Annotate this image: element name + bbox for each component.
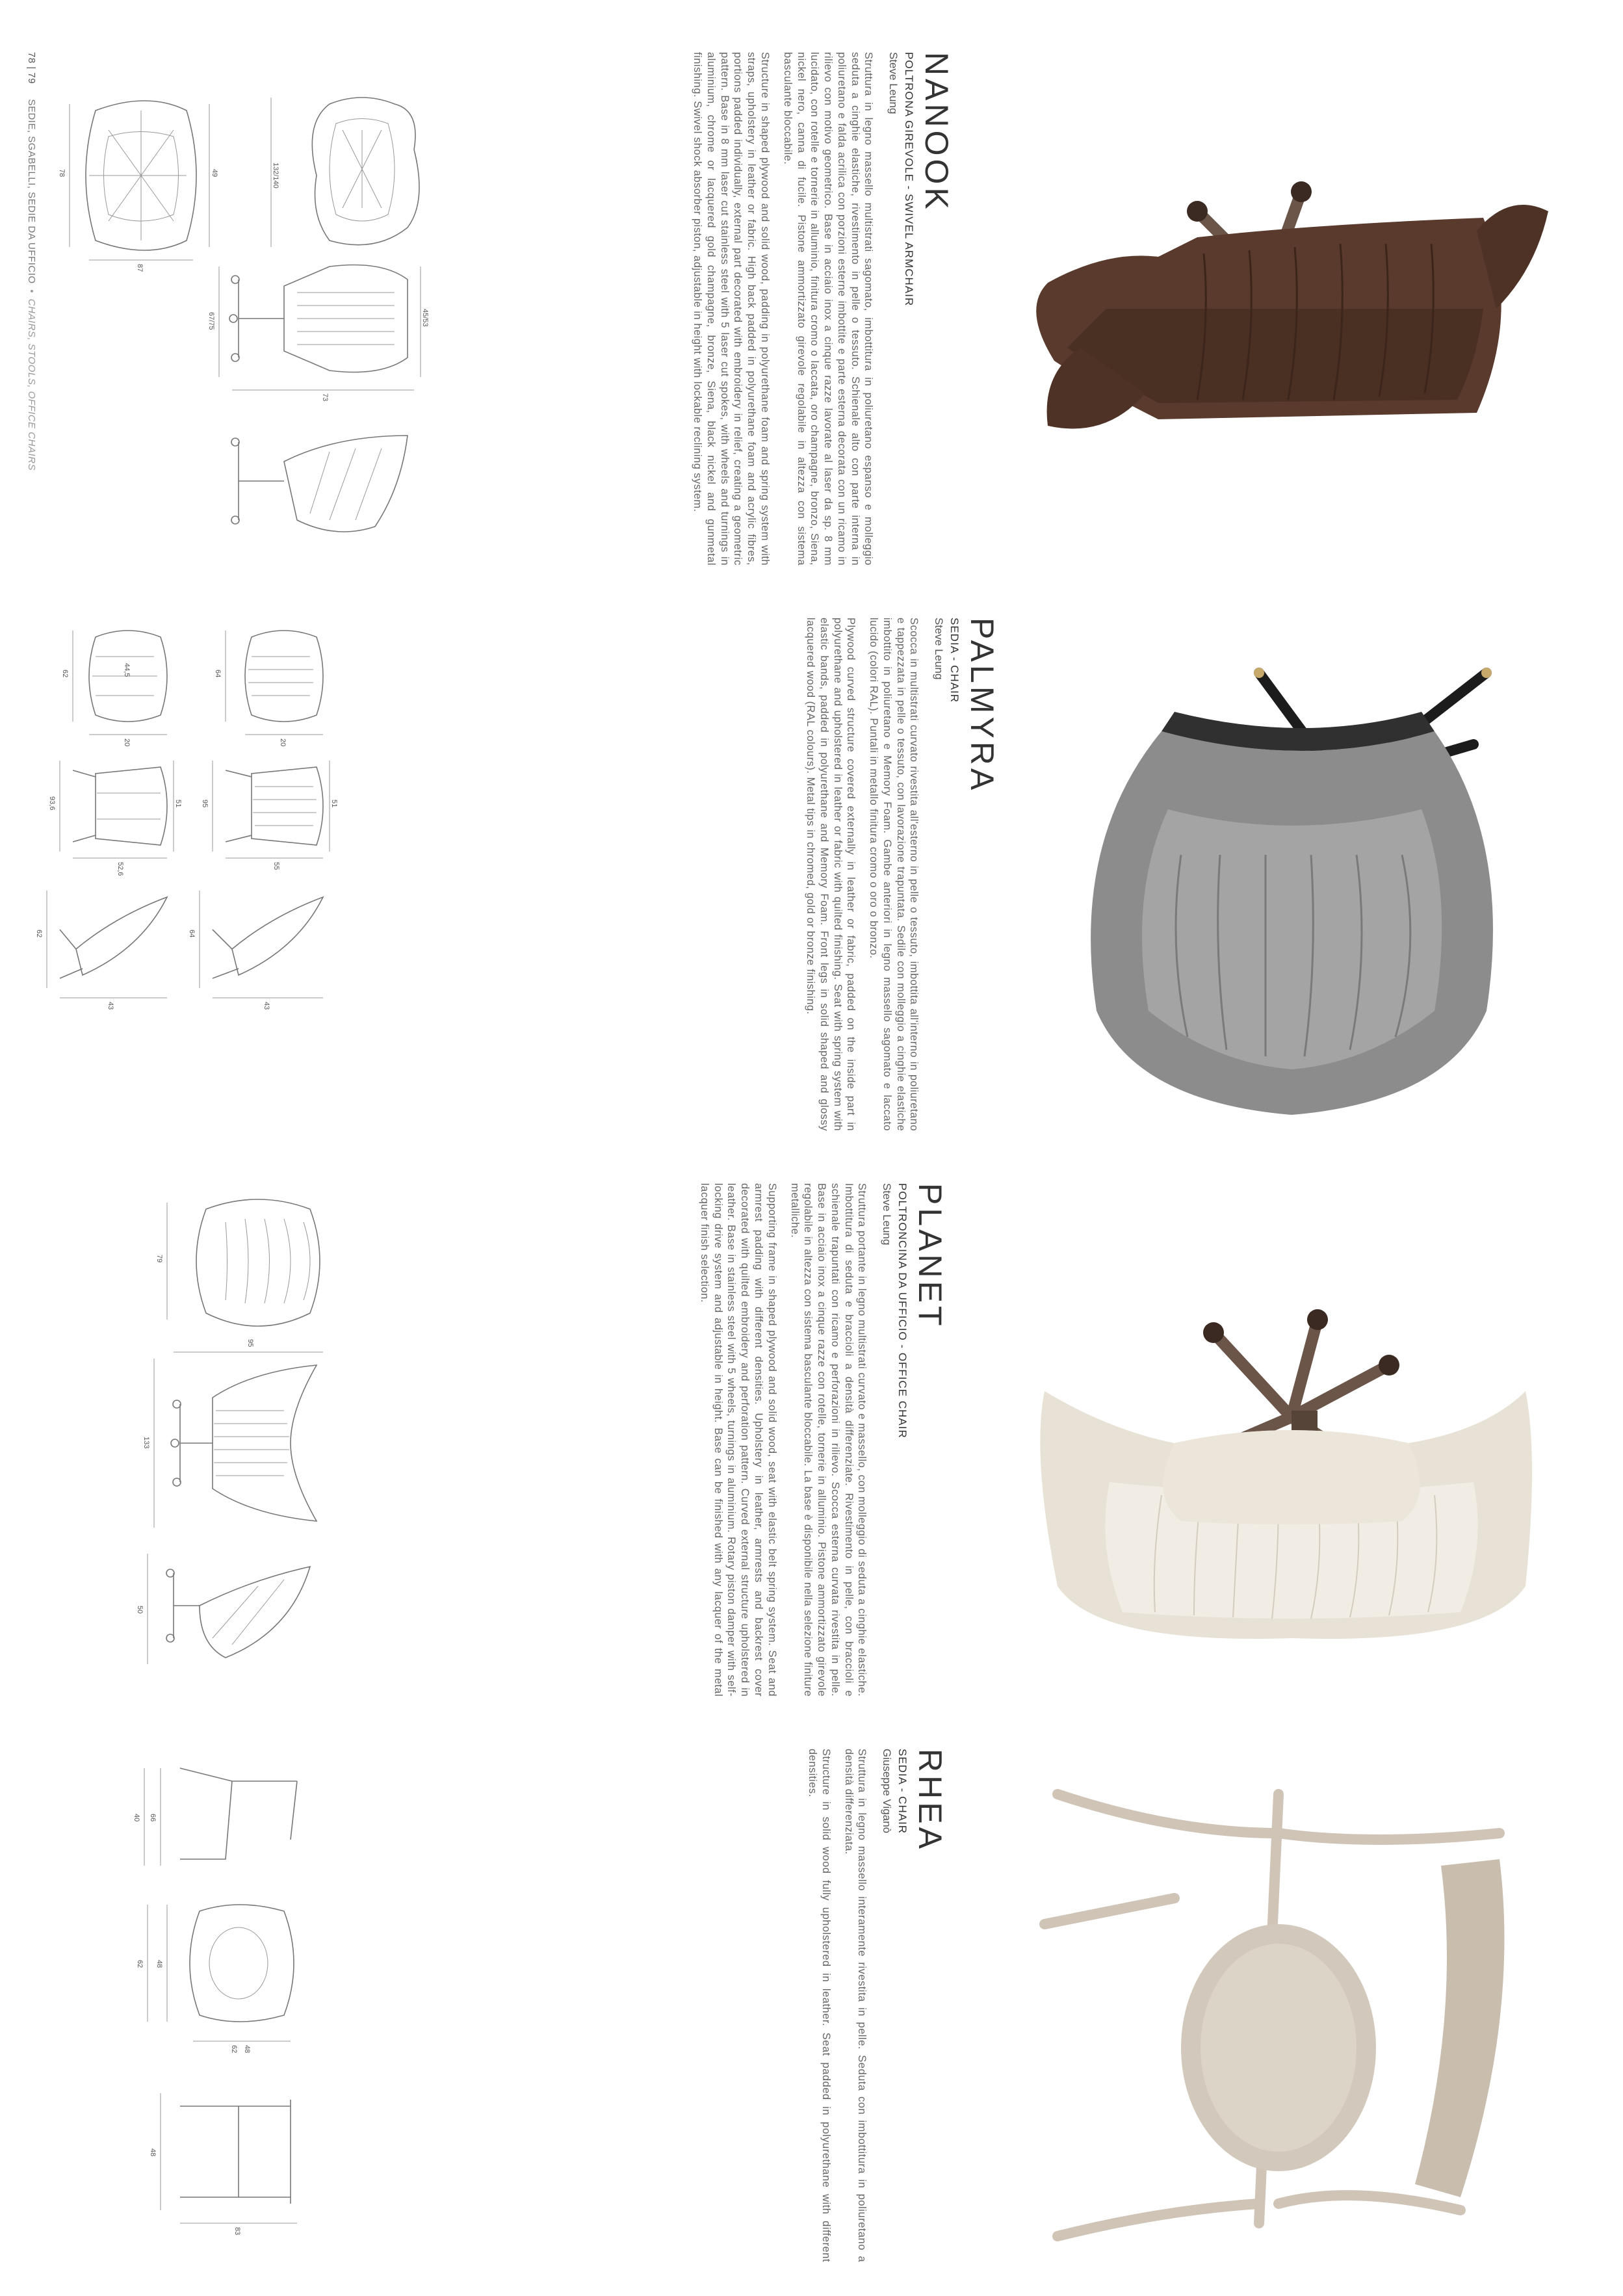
- description-italian: Struttura in legno massello interamente rivestita in pelle. Seduta con imbottitura in poliuretano a densità differenziata.: [842, 1749, 868, 2262]
- dim-front-height: 83: [233, 2227, 241, 2236]
- palmyra-technical-drawings: [35, 624, 338, 1144]
- section-separator: •: [26, 289, 37, 293]
- product-title: PALMYRA: [964, 618, 1000, 794]
- product-palmyra: [0, 598, 1623, 1164]
- product-subtitle: SEDIA - CHAIR: [896, 1749, 909, 1834]
- product-nanook: [0, 33, 1623, 598]
- planet-plan-view: [155, 1199, 320, 1326]
- description-english: Plywood curved structure covered externally in leather or fabric, padded on the inside part in polyurethane and upholstered in leather or fabric with quilted finishing. Seat with spring system with elastic bands, padded in polyurethane and Memory Foam. Front legs in solid shaped and glossy lacquered wood (RAL colours). Metal tips in chromed, gold or bronze finishing.: [805, 618, 857, 1131]
- product-subtitle: POLTRONCINA DA UFFICIO - OFFICE CHAIR: [896, 1183, 909, 1439]
- description-english: Supporting frame in shaped plywood and solid wood, seat with elastic belt spring system. Seat and armrest padding with different densities. Upholstery in leather, armrests and backrest cover decorated with quilted embroidery and perforation pattern. Curved external structure upholstered in leather. Base in stainless steel with 5 wheels, turnings in aluminium. Rotary piston damper with self-locking drive system and adjustable in height. Base can be finished with any lacquer of the metal lacquer finish selection.: [698, 1183, 778, 1697]
- dim-seat-height: 40: [133, 1814, 140, 1822]
- dim-width: 64: [214, 670, 222, 678]
- product-subtitle: POLTRONA GIREVOLE - SWIVEL ARMCHAIR: [903, 52, 916, 307]
- dim-seat-b: 51: [174, 800, 182, 808]
- product-designer: Steve Leung: [887, 52, 900, 114]
- dim-width: 79: [155, 1255, 163, 1263]
- dim-seat-height: 50: [136, 1606, 144, 1614]
- page-numbers: 78 | 79: [26, 52, 37, 85]
- nanook-plan-view: [58, 101, 218, 272]
- dim-plan-width: 49: [211, 169, 218, 177]
- product-designer: Giuseppe Viganò: [881, 1749, 894, 1834]
- product-designer: Steve Leung: [881, 1183, 894, 1246]
- nanook-photo: [1002, 114, 1561, 452]
- product-subtitle: SEDIA - CHAIR: [948, 618, 961, 703]
- dim-plan-width: 62: [230, 2045, 238, 2054]
- dim-height: 95: [201, 800, 209, 808]
- nanook-text: [690, 52, 954, 566]
- product-title: RHEA: [912, 1749, 948, 1852]
- palmyra-side-view-a: [188, 891, 323, 1010]
- product-planet: [0, 1164, 1623, 1729]
- dim-seat-depth: 43: [263, 1002, 270, 1010]
- dim-seat-height-b: 52,6: [116, 862, 124, 876]
- dim-seat-height: 55: [272, 862, 280, 870]
- dim-plan-depth: 87: [136, 264, 144, 272]
- dim-arm: 20: [279, 738, 287, 747]
- nanook-armchair-image: [1002, 114, 1561, 452]
- dim-height-b: 93,6: [48, 796, 56, 811]
- rhea-front-view: [149, 2093, 297, 2235]
- dim-width-b: 62: [61, 670, 69, 678]
- dim-depth-b: 62: [35, 930, 43, 938]
- rhea-technical-drawings: [50, 1755, 310, 2262]
- section-title-italian: SEDIE, SGABELLI, SEDIE DA UFFICIO: [26, 99, 37, 284]
- rhea-text: [805, 1749, 947, 2262]
- planet-side-view: [136, 1554, 310, 1664]
- planet-chair-image: [1006, 1222, 1565, 1690]
- dim-seat-depth: 67/75: [207, 312, 215, 330]
- dim-height: 133: [142, 1437, 150, 1449]
- product-title: NANOOK: [918, 52, 955, 213]
- dim-seat-height: 45/53: [421, 309, 429, 327]
- dim-front-width: 48: [149, 2148, 157, 2157]
- nanook-side-view: [231, 436, 408, 532]
- palmyra-variant-b: [35, 631, 182, 1010]
- rhea-side-view: [133, 1768, 297, 1866]
- page-footer: [26, 52, 37, 471]
- dim-width: 132/140: [272, 163, 279, 189]
- rhea-chair-image: [1006, 1755, 1565, 2262]
- dim-depth: 62: [136, 1960, 144, 1968]
- dim-arm-b: 20: [123, 738, 131, 747]
- palmyra-plan-view-a: [214, 631, 323, 746]
- planet-photo: [1006, 1222, 1565, 1690]
- dim-seat: 51: [330, 800, 338, 808]
- dim-depth: 78: [58, 169, 66, 177]
- description-english: Structure in shaped plywood and solid wood, padding in polyurethane foam and spring system with straps, upholstery in leather or fabric. High back padded in polyurethane foam and acrylic fibres, portions padded individually, external part decorated with embroidery in relief, creating a geometric pattern. Base in 8 mm laser cut stainless steel with 5 laser cut spokes, with wheels and turnings in aluminium, chrome or lacquered gold champagne, bronze, Siena, black nickel and gunmetal finishing. Swivel shock absorber piston, adjustable in height with lockable reclining system.: [692, 52, 772, 566]
- description-italian: Scocca in multistrati curvato rivestita all'esterno in pelle o tessuto, imbottita all'interno in poliuretano e tappezzata in pelle o tessuto, con lavorazione trapuntata. Sedile con molleggio a cinghie elastiche imbottito in poliuretano e Memory Foam. Gambe anteriori in legno massello sagomato e laccato lucido (colori RAL). Puntali in metallo finitura cromo o oro o bronzo.: [868, 618, 920, 1131]
- dim-height: 66: [149, 1814, 157, 1822]
- planet-front-view: [142, 1339, 323, 1528]
- section-title-english: CHAIRS, STOOLS, OFFICE CHAIRS: [26, 298, 37, 471]
- dim-inner-b: 44,5: [123, 663, 131, 677]
- dim-height: 73: [321, 393, 329, 402]
- product-rhea: [0, 1729, 1623, 2295]
- rhea-photo: [1006, 1755, 1565, 2262]
- palmyra-front-view-a: [201, 761, 338, 870]
- palmyra-photo: [1025, 647, 1565, 1154]
- nanook-front-view: [207, 265, 429, 402]
- description-italian: Struttura in legno massello multistrati sagomato, imbottitura in poliuretano espanso e molleggio seduta a cinghie elastiche, rivestimento in pelle o tessuto. Schienale alto con parte interna in poliuretano e falda acrilica con porzioni esterne imbottite e parte esterna decorata con un ricamo in rilievo con motivo geometrico. Base in acciaio inox a cinque razze lavorate al laser da sp. 8 mm lucidato, con rotelle e tornerie in alluminio, finitura cromo o laccata, oro champagne, bronzo, Siena, nickel nero, canna di fucile. Pistone ammortizzato girevole regolabile in altezza con sistema basculante bloccabile.: [781, 52, 875, 566]
- product-title: PLANET: [912, 1183, 948, 1329]
- dim-seat-depth-b: 43: [107, 1002, 114, 1010]
- description-english: Structure in solid wood fully upholstered in leather. Seat padded in polyurethane with different densities.: [807, 1749, 832, 2262]
- planet-technical-drawings: [44, 1190, 330, 1710]
- description-italian: Struttura portante in legno multistrati curvato e massello, con molleggio di seduta a cinghie elastiche. Imbottitura di seduta e braccioli a densità differenziate. Rivestimento in pelle, con braccioli e schienale trapuntati con ricamo e perforazioni in rilievo. Scocca esterna curvata rivestita in pelle. Base in acciaio inox a cinque razze con rotelle, tornerie in alluminio. Pistone ammortizzato girevole regolabile in altezza con sistema basculante bloccabile. La base è disponibile nella selezione finiture metalliche.: [788, 1183, 868, 1697]
- palmyra-text: [803, 618, 999, 1131]
- rhea-plan-view: [136, 1905, 294, 2053]
- product-designer: Steve Leung: [933, 618, 946, 680]
- dim-depth: 95: [246, 1339, 254, 1348]
- dim-depth: 64: [188, 930, 196, 938]
- dim-width: 48: [155, 1960, 163, 1968]
- dim-plan-depth: 48: [243, 2045, 251, 2054]
- palmyra-chair-image: [1025, 647, 1565, 1154]
- planet-text: [697, 1183, 947, 1697]
- nanook-technical-drawings: [44, 72, 434, 579]
- nanook-top-view: [271, 98, 419, 247]
